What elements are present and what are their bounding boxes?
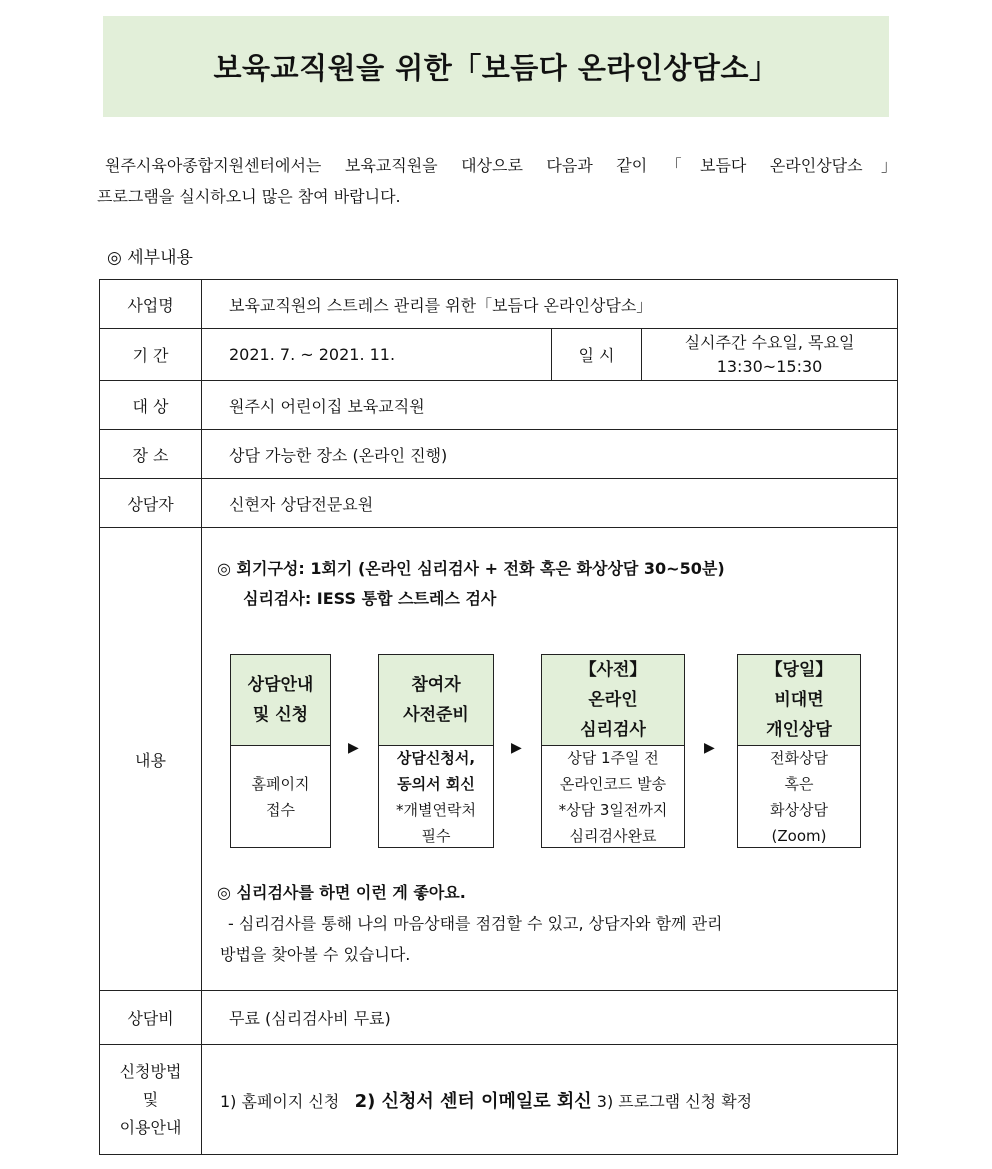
step-2 [378, 654, 494, 848]
intro-paragraph [97, 150, 897, 212]
time-hours: 13:30~15:30 [716, 356, 823, 376]
step-4-body: 전화상담 혹은 화상상담 (Zoom) [770, 748, 828, 845]
arrow-icon: ▶ [704, 740, 715, 756]
value-apply [202, 1045, 898, 1155]
row-content [100, 528, 898, 991]
step-2-head: 참여자 사전준비 [379, 655, 493, 746]
label-time: 일 시 [552, 329, 642, 381]
arrow-icon: ▶ [511, 740, 522, 756]
intro-line-2: 프로그램을 실시하오니 많은 참여 바랍니다. [97, 187, 401, 206]
label-content: 내용 [100, 528, 202, 991]
step-1-body: 홈페이지 접수 [251, 774, 310, 819]
title-banner [103, 16, 889, 117]
details-table [99, 279, 898, 1155]
step-3-head: 【사전】 온라인 심리검사 [542, 655, 684, 746]
row-apply [100, 1045, 898, 1155]
page-title: 보육교직원을 위한「보듬다 온라인상담소」 [213, 51, 779, 85]
row-target [100, 381, 898, 430]
apply-step-1: 1) 홈페이지 신청 [220, 1091, 340, 1111]
step-1-head: 상담안내 및 신청 [231, 655, 330, 746]
step-4-head: 【당일】 비대면 개인상담 [738, 655, 860, 746]
step-3-body: 상담 1주일 전 온라인코드 발송 *상담 3일전까지 심리검사완료 [558, 748, 668, 845]
label-business: 사업명 [100, 280, 202, 329]
step-1 [230, 654, 331, 848]
label-place: 장 소 [100, 430, 202, 479]
label-period: 기 간 [100, 329, 202, 381]
label-apply: 신청방법 및 이용안내 [100, 1045, 202, 1155]
label-fee: 상담비 [100, 991, 202, 1045]
section-title: ◎ 세부내용 [107, 248, 193, 268]
value-fee: 무료 (심리검사비 무료) [202, 991, 898, 1045]
label-target: 대 상 [100, 381, 202, 430]
time-days: 실시주간 수요일, 목요일 [684, 332, 855, 352]
value-target: 원주시 어린이집 보육교직원 [202, 381, 898, 430]
value-place: 상담 가능한 장소 (온라인 진행) [202, 430, 898, 479]
arrow-icon: ▶ [348, 740, 359, 756]
session-composition: ◎ 회기구성: 1회기 (온라인 심리검사 + 전화 혹은 화상상담 30~50분) [217, 559, 725, 578]
row-business [100, 280, 898, 329]
benefit-title: ◎ 심리검사를 하면 이런 게 좋아요. [217, 883, 466, 902]
test-name: 심리검사: IESS 통합 스트레스 검사 [243, 589, 497, 608]
value-period: 2021. 7. ~ 2021. 11. [202, 329, 552, 381]
apply-step-2: 2) 신청서 센터 이메일로 회신 [354, 1090, 592, 1112]
step-2-body: 상담신청서, 동의서 회신 *개별연락처 필수 [396, 748, 476, 845]
value-business: 보육교직원의 스트레스 관리를 위한「보듬다 온라인상담소」 [202, 280, 898, 329]
step-3 [541, 654, 685, 848]
value-counselor: 신현자 상담전문요원 [202, 479, 898, 528]
apply-step-3: 3) 프로그램 신청 확정 [596, 1091, 753, 1111]
value-content [202, 528, 898, 991]
intro-line-1: 원주시육아종합지원센터에서는 보육교직원을 대상으로 다음과 같이「보듬다 온라인상담소」 [105, 156, 897, 175]
label-counselor: 상담자 [100, 479, 202, 528]
row-place [100, 430, 898, 479]
benefit-text: - 심리검사를 통해 나의 마음상태를 점검할 수 있고, 상담자와 함께 관리 방법을 찾아볼 수 있습니다. [220, 914, 723, 964]
row-fee [100, 991, 898, 1045]
row-counselor [100, 479, 898, 528]
row-period [100, 329, 898, 381]
value-time [642, 329, 898, 381]
step-4 [737, 654, 861, 848]
